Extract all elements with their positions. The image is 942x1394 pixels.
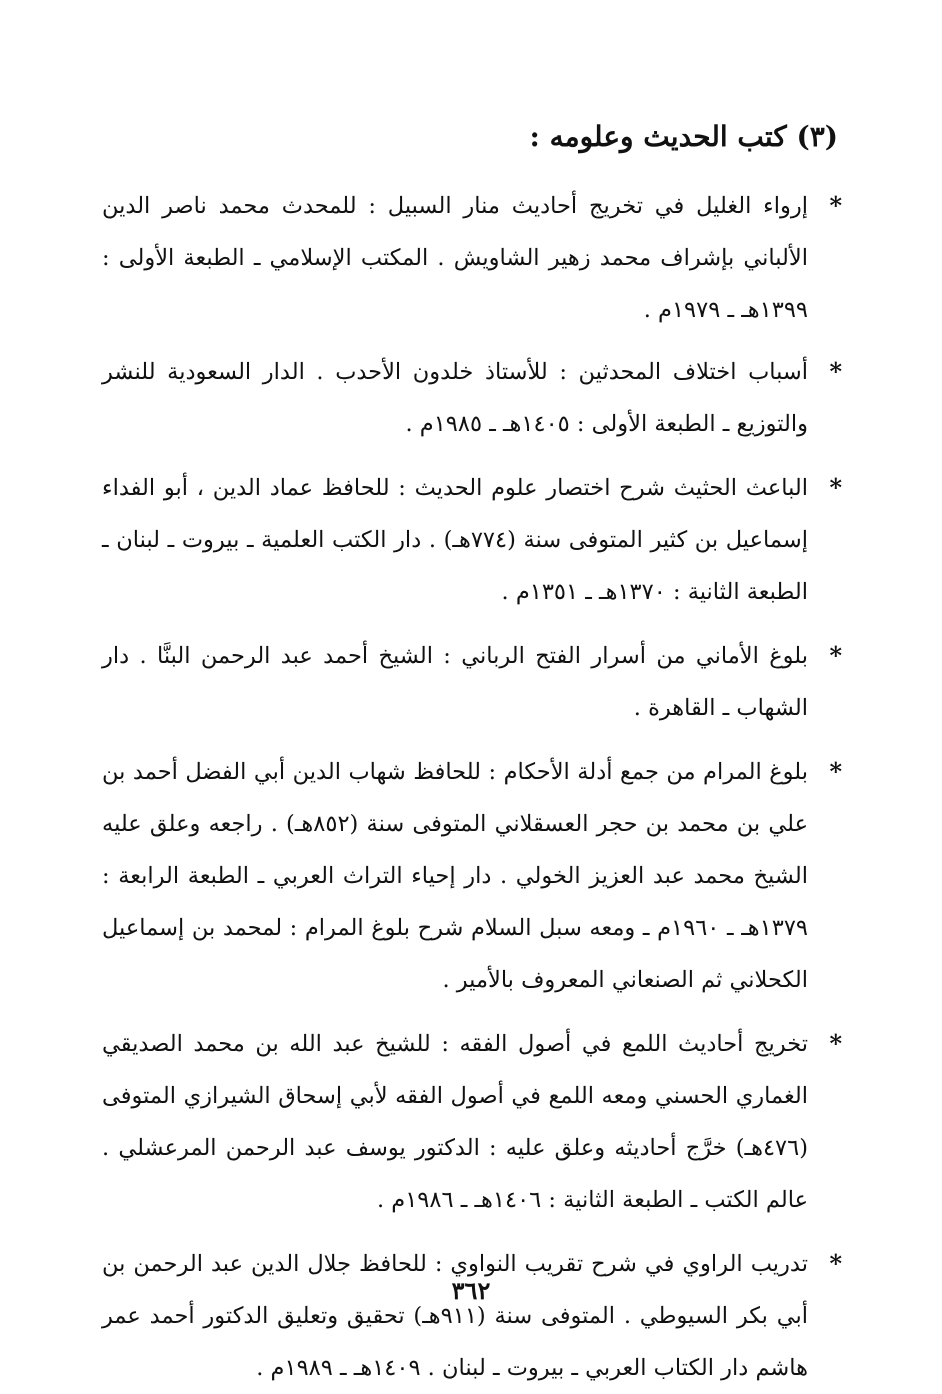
bibliography-entry [102,1238,842,1394]
bibliography-entry [102,180,842,336]
bibliography-entry [102,346,842,450]
star-bullet-icon: * [829,641,842,670]
star-bullet-icon: * [829,757,842,786]
entry-text: أسباب اختلاف المحدثين : للأستاذ خلدون الأحدب . الدار السعودية للنشر والتوزيع ـ الطبعة الأولى : ١٤٠٥هـ ـ ١٩٨٥م . [102,359,808,437]
bibliography-entry [102,1018,842,1226]
section-heading: (٣) كتب الحديث وعلومه : [529,120,838,153]
entry-text: إرواء الغليل في تخريج أحاديث منار السبيل : للمحدث محمد ناصر الدين الألباني بإشراف محمد زهير الشاويش . المكتب الإسلامي ـ الطبعة الأولى : ١٣٩٩هـ ـ ١٩٧٩م . [102,193,808,323]
entry-text: تخريج أحاديث اللمع في أصول الفقه : للشيخ عبد الله بن محمد الصديقي الغماري الحسني ومعه اللمع في أصول الفقه لأبي إسحاق الشيرازي المتوفى (٤٧٦هـ) خرَّج أحاديثه وعلق عليه : الدكتور يوسف عبد الرحمن المرعشلي . عالم الكتب ـ الطبعة الثانية : ١٤٠٦هـ ـ ١٩٨٦م . [102,1031,808,1213]
star-bullet-icon: * [829,1029,842,1058]
star-bullet-icon: * [829,1249,842,1278]
entry-text: بلوغ الأماني من أسرار الفتح الرباني : الشيخ أحمد عبد الرحمن البنَّا . دار الشهاب ـ القاهرة . [102,643,808,721]
bibliography-entry [102,746,842,1006]
star-bullet-icon: * [829,357,842,386]
entry-text: تدريب الراوي في شرح تقريب النواوي : للحافظ جلال الدين عبد الرحمن بن أبي بكر السيوطي . المتوفى سنة (٩١١هـ) تحقيق وتعليق الدكتور أحمد عمر هاشم دار الكتاب العربي ـ بيروت ـ لبنان . ١٤٠٩هـ ـ ١٩٨٩م . [102,1251,808,1381]
entry-text: بلوغ المرام من جمع أدلة الأحكام : للحافظ شهاب الدين أبي الفضل أحمد بن علي بن محمد بن حجر العسقلاني المتوفى سنة (٨٥٢هـ) . راجعه وعلق عليه الشيخ محمد عبد العزيز الخولي . دار إحياء التراث العربي ـ الطبعة الرابعة : ١٣٧٩هـ ـ ١٩٦٠م ـ ومعه سبل السلام شرح بلوغ المرام : لمحمد بن إسماعيل الكحلاني ثم الصنعاني المعروف بالأمير . [102,759,809,993]
bibliography-entry [102,462,842,618]
bibliography-list [102,180,842,1394]
entry-text: الباعث الحثيث شرح اختصار علوم الحديث : للحافظ عماد الدين ، أبو الفداء إسماعيل بن كثير المتوفى سنة (٧٧٤هـ) . دار الكتب العلمية ـ بيروت ـ لبنان ـ الطبعة الثانية : ١٣٧٠هـ ـ ١٣٥١م . [102,475,808,605]
star-bullet-icon: * [829,191,842,220]
star-bullet-icon: * [829,473,842,502]
page-number: ٣٦٢ [451,1276,491,1305]
bibliography-entry [102,630,842,734]
